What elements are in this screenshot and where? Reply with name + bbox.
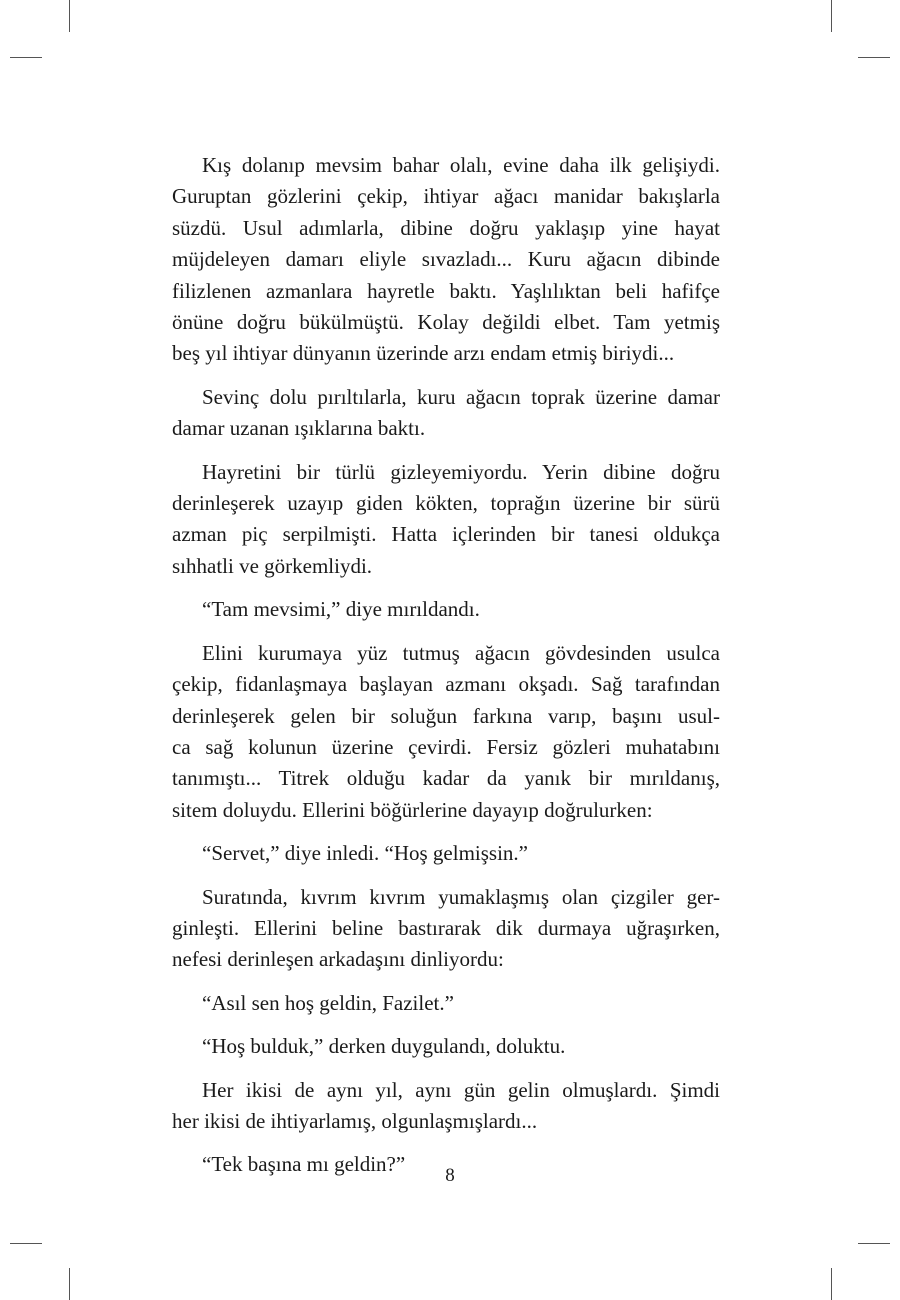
text-line: müjdeleyen damarı eliyle sıvazladı... Kuru ağacın dibinde	[172, 247, 720, 272]
text-line: Suratında, kıvrım kıvrım yumaklaşmış olan çizgiler ger-	[202, 884, 720, 909]
text-line: azman piç serpilmişti. Hatta içlerinden bir tanesi oldukça	[172, 522, 720, 547]
text-line: “Asıl sen hoş geldin, Fazilet.”	[202, 990, 454, 1015]
paragraph	[172, 1075, 720, 1138]
crop-mark-bottom-left-vertical	[69, 1268, 70, 1300]
body-text	[172, 150, 720, 1193]
crop-mark-top-right-vertical	[831, 0, 832, 32]
paragraph	[172, 150, 720, 370]
text-line: süzdü. Usul adımlarla, dibine doğru yaklaşıp yine hayat	[172, 215, 720, 240]
crop-mark-bottom-right-horizontal	[858, 1243, 890, 1244]
text-line: “Servet,” diye inledi. “Hoş gelmişsin.”	[202, 841, 529, 866]
text-line: filizlenen azmanlara hayretle baktı. Yaşlılıktan beli hafifçe	[172, 278, 720, 303]
page-number: 8	[445, 1165, 455, 1186]
text-line: ca sağ kolunun üzerine çevirdi. Fersiz gözleri muhatabını	[172, 734, 720, 759]
crop-mark-bottom-left-horizontal	[10, 1243, 42, 1244]
text-line: Sevinç dolu pırıltılarla, kuru ağacın toprak üzerine damar	[202, 384, 720, 409]
text-line: Kış dolanıp mevsim bahar olalı, evine daha ilk gelişiydi.	[202, 153, 720, 177]
paragraph	[172, 882, 720, 976]
text-line: “Tek başına mı geldin?”	[202, 1152, 406, 1177]
text-line: derinleşerek gelen bir soluğun farkına varıp, başını usul-	[172, 703, 720, 728]
text-line: Her ikisi de aynı yıl, aynı gün gelin olmuşlardı. Şimdi	[202, 1077, 720, 1102]
crop-mark-top-left-horizontal	[10, 57, 42, 58]
paragraph	[172, 382, 720, 445]
text-line: damar uzanan ışıklarına baktı.	[172, 416, 426, 441]
paragraph	[172, 838, 720, 869]
text-line: önüne doğru bükülmüştü. Kolay değildi elbet. Tam yetmiş	[172, 310, 720, 335]
paragraph	[172, 457, 720, 583]
text-line: beş yıl ihtiyar dünyanın üzerinde arzı endam etmiş biriydi...	[172, 341, 675, 366]
crop-mark-bottom-right-vertical	[831, 1268, 832, 1300]
paragraph	[172, 638, 720, 826]
text-line: Elini kurumaya yüz tutmuş ağacın gövdesinden usulca	[202, 640, 720, 665]
text-line: sitem doluydu. Ellerini böğürlerine dayayıp doğrulurken:	[172, 797, 653, 822]
paragraph	[172, 594, 720, 625]
text-line: nefesi derinleşen arkadaşını dinliyordu:	[172, 947, 504, 972]
text-line: Guruptan gözlerini çekip, ihtiyar ağacı manidar bakışlarla	[172, 184, 720, 209]
crop-mark-top-left-vertical	[69, 0, 70, 32]
text-line: tanımıştı... Titrek olduğu kadar da yanık bir mırıldanış,	[172, 766, 720, 791]
text-line: Hayretini bir türlü gizleyemiyordu. Yerin dibine doğru	[202, 459, 720, 484]
text-line: derinleşerek uzayıp giden kökten, toprağın üzerine bir sürü	[172, 491, 720, 516]
text-line: sıhhatli ve görkemliydi.	[172, 553, 373, 578]
text-line: “Tam mevsimi,” diye mırıldandı.	[202, 597, 480, 622]
text-line: “Hoş bulduk,” derken duygulandı, doluktu.	[202, 1034, 566, 1059]
text-line: çekip, fidanlaşmaya başlayan azmanı okşadı. Sağ tarafından	[172, 672, 720, 697]
text-line: ginleşti. Ellerini beline bastırarak dik durmaya uğraşırken,	[172, 915, 720, 940]
paragraph	[172, 988, 720, 1019]
paragraph	[172, 1031, 720, 1062]
crop-mark-top-right-horizontal	[858, 57, 890, 58]
text-line: her ikisi de ihtiyarlamış, olgunlaşmışlardı...	[172, 1108, 538, 1133]
